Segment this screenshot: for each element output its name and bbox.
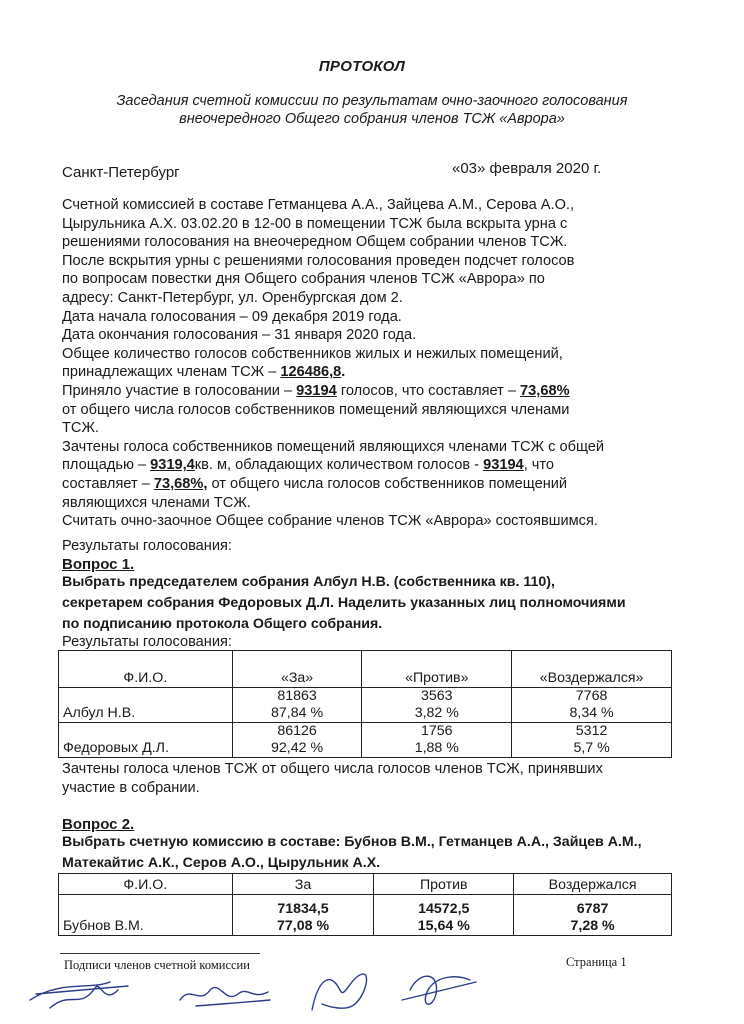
abstain-votes: 7768 [575,688,608,704]
counted-area: 9319,4 [150,457,195,474]
cell-against [362,723,512,758]
column-header-abstain: Воздержался [514,874,672,895]
intro-line: Цырульника А.Х. 03.02.20 в 12-00 в помещении ТСЖ была вскрыта урна с [62,215,568,232]
participation-mid: голосов, что составляет – [336,382,521,399]
against-votes: 14572,5 [418,901,470,917]
counted-percent-suffix: от общего числа голосов собственников помещений [207,475,568,492]
column-header-against: «Против» [362,651,512,688]
document-date: «03» февраля 2020 г. [452,160,602,177]
signature-2 [180,988,270,1006]
counted-line-1: Зачтены голоса собственников помещений являющихся членами ТСЖ с общей [62,438,605,455]
row-name: Федоровых Д.Л. [59,723,233,758]
cell-for [232,723,362,758]
question-1-results-label: Результаты голосования: [62,634,232,650]
abstain-votes: 5312 [575,723,608,739]
participation-percent: 73,68% [520,382,570,399]
column-header-abstain: «Воздержался» [512,651,672,688]
question-1-note [62,760,702,797]
intro-line: адресу: Санкт-Петербург, ул. Оренбургская дом 2. [62,289,403,306]
against-votes: 3563 [421,688,453,704]
for-votes: 86126 [277,723,317,739]
total-votes-suffix: . [341,364,346,381]
table-header-row [59,874,672,895]
abstain-percent: 8,34 % [569,705,614,721]
intro-line: Дата начала голосования – 09 декабря 2019 года. [62,308,402,325]
intro-line: Общее количество голосов собственников жилых и нежилых помещений, [62,345,563,362]
total-votes-line [62,363,702,382]
document-subtitle [40,92,704,128]
counted-area-prefix: площадью – [62,457,151,474]
question-2-text [62,832,722,874]
question-1-results-table [58,650,672,758]
subtitle-line: внеочередного Общего собрания членов ТСЖ «Аврора» [179,111,565,127]
for-votes: 81863 [277,688,317,704]
counted-percent-prefix: составляет – [62,475,154,492]
subtitle-line: Заседания счетной комиссии по результатам очно-заочного голосования [116,93,628,109]
note-line: участие в собрании. [62,779,200,796]
participation-line-2: от общего числа голосов собственников помещений являющихся членами [62,401,570,418]
column-header-against: Против [374,874,514,895]
cell-abstain [512,723,672,758]
for-percent: 92,42 % [271,740,324,756]
question-2-line: Матекайтис А.К., Серов А.О., Цырульник А.Х. [62,855,381,871]
counted-votes-suffix: , что [523,457,555,474]
intro-paragraph [62,196,702,531]
counted-area-mid: кв. м, обладающих количеством голосов - [194,457,484,474]
intro-line: решениями голосования на внеочередном Общем собрании членов ТСЖ. [62,234,568,251]
cell-abstain [514,895,672,936]
question-2-results-table [58,873,672,936]
cell-for [232,688,362,723]
question-1-line: по подписанию протокола Общего собрания. [62,616,383,632]
cell-abstain [512,688,672,723]
signature-3 [312,974,367,1010]
question-2-line: Выбрать счетную комиссию в составе: Бубнов В.М., Гетманцев А.А., Зайцев А.М., [62,834,642,850]
participation-line [62,382,702,401]
row-name: Бубнов В.М. [59,895,233,936]
column-header-name: Ф.И.О. [59,874,233,895]
against-votes: 1756 [421,723,453,739]
city: Санкт-Петербург [62,164,180,181]
cell-against [362,688,512,723]
question-2-heading: Вопрос 2. [62,816,135,833]
intro-line: После вскрытия урны с решениями голосования проведен подсчет голосов [62,252,575,269]
for-percent: 77,08 % [277,918,330,934]
question-1-line: Выбрать председателем собрания Албул Н.В. (собственника кв. 110), [62,574,555,590]
for-votes: 71834,5 [277,901,329,917]
note-line: Зачтены голоса членов ТСЖ от общего числа голосов членов ТСЖ, принявших [62,761,603,777]
participation-line-3: ТСЖ. [62,420,99,437]
column-header-name: Ф.И.О. [59,651,233,688]
participation-votes: 93194 [296,382,337,399]
participation-prefix: Приняло участие в голосовании – [62,382,297,399]
column-header-for: За [232,874,374,895]
total-votes-value: 126486,8 [280,364,342,381]
table-row [59,895,672,936]
total-votes-prefix: принадлежащих членам ТСЖ – [62,364,281,381]
row-name: Албул Н.В. [59,688,233,723]
intro-line: по вопросам повестки дня Общего собрания членов ТСЖ «Аврора» по [62,271,545,288]
counted-line-4: являющихся членами ТСЖ. [62,494,251,511]
question-1-heading: Вопрос 1. [62,556,135,573]
cell-for [232,895,374,936]
intro-line: Счетной комиссией в составе Гетманцева А.А., Зайцева А.М., Серова А.О., [62,197,575,213]
cell-against [374,895,514,936]
document-title: ПРОТОКОЛ [318,58,406,75]
counted-line-2 [62,456,702,475]
signature-4 [402,976,476,1004]
results-label: Результаты голосования: [62,538,232,554]
abstain-votes: 6787 [576,901,609,917]
conclusion-line: Считать очно-заочное Общее собрание членов ТСЖ «Аврора» состоявшимся. [62,513,598,530]
counted-line-3 [62,475,702,494]
against-percent: 15,64 % [417,918,470,934]
intro-line: Дата окончания голосования – 31 января 2020 года. [62,327,417,344]
counted-votes: 93194 [483,457,524,474]
footer-rule [60,953,260,954]
against-percent: 3,82 % [414,705,459,721]
against-percent: 1,88 % [414,740,459,756]
for-percent: 87,84 % [271,705,324,721]
question-1-line: секретарем собрания Федоровых Д.Л. Наделить указанных лиц полномочиями [62,595,626,611]
column-header-for: «За» [232,651,362,688]
table-header-row [59,651,672,688]
signature-1 [30,982,128,1008]
table-row [59,688,672,723]
abstain-percent: 5,7 % [573,740,610,756]
signatures-label: Подписи членов счетной комиссии [64,958,250,972]
table-row [59,723,672,758]
page-number: Страница 1 [566,955,627,969]
question-1-text [62,572,722,635]
signatures-image [0,960,744,1024]
abstain-percent: 7,28 % [570,918,615,934]
counted-percent: 73,68%, [153,475,208,492]
